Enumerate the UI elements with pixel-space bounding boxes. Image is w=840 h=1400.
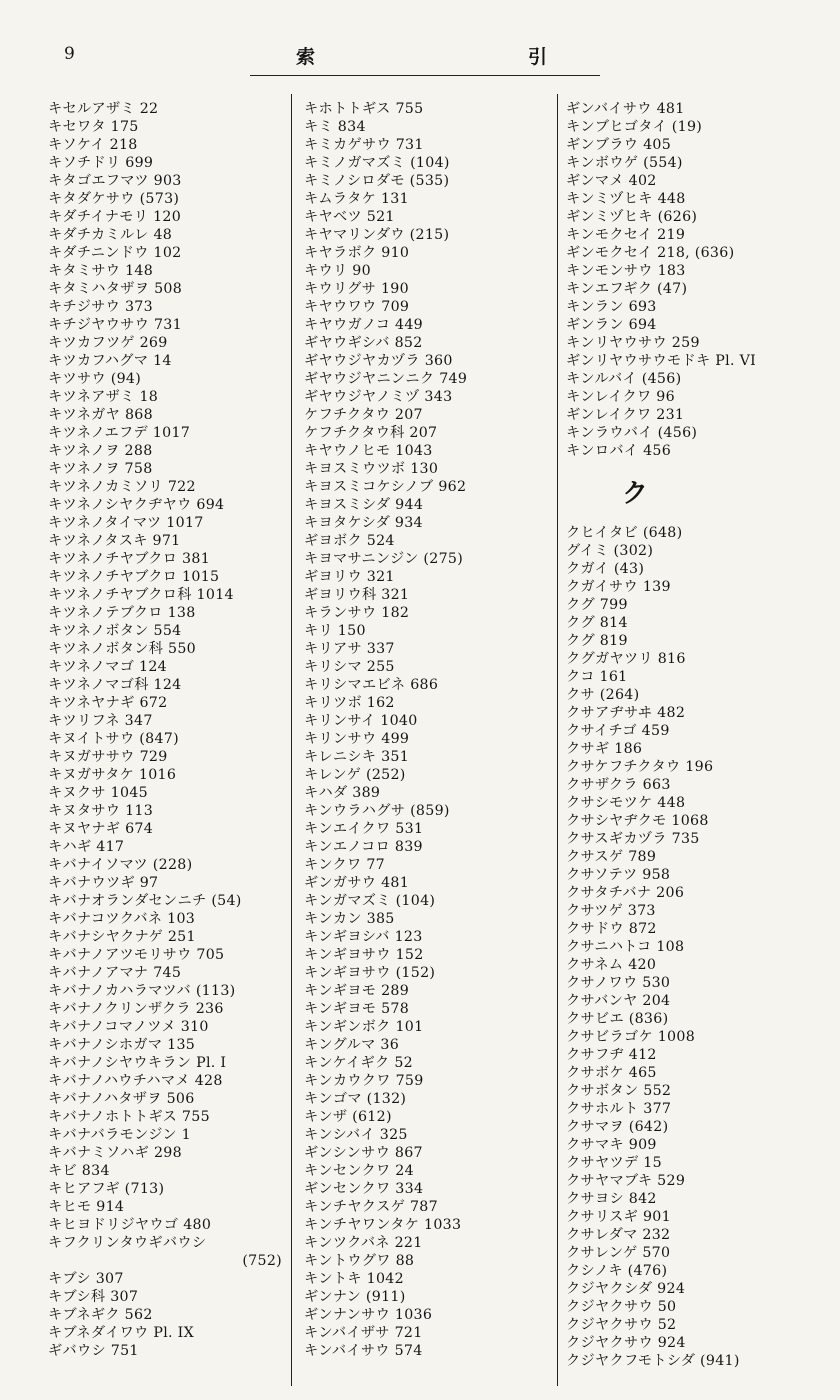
index-entry: キバナノハウチハマメ 428 [48, 1073, 223, 1089]
column-divider [291, 94, 292, 1386]
index-entry: ギンマメ 402 [566, 173, 657, 189]
index-entry: キンケイギク 52 [304, 1055, 413, 1071]
page-title-left: 索 [296, 46, 316, 68]
index-entry: キバナノアマナ 745 [48, 965, 182, 981]
index-entry: ギヤウジヤニンニク 749 [304, 371, 468, 387]
index-entry: キハダ 389 [304, 785, 381, 801]
index-entry: キブシ科 307 [48, 1289, 139, 1305]
index-entry: キツネノヲ 758 [48, 461, 153, 477]
index-entry: クサフヂ 412 [566, 1047, 657, 1063]
index-entry: クジヤクサウ 50 [566, 1299, 677, 1315]
index-entry: キヨスミウツボ 130 [304, 461, 439, 477]
index-entry: キミ 834 [304, 119, 366, 135]
index-entry: キツリフネ 347 [48, 713, 153, 729]
index-entry: クサヤマブキ 529 [566, 1173, 686, 1189]
index-entry: ギヨリウ科 321 [304, 587, 410, 603]
index-entry: キンギヨモ 289 [304, 983, 410, 999]
index-entry: キリシマ 255 [304, 659, 395, 675]
index-entry: キタミハタザヲ 508 [48, 281, 183, 297]
index-entry: クサ (264) [566, 687, 640, 703]
index-entry: キタミサウ 148 [48, 263, 154, 279]
index-entry: キンギヨシバ 123 [304, 929, 423, 945]
index-entry: キヤマリンダウ (215) [304, 227, 450, 243]
index-entry: キバナノシホガマ 135 [48, 1037, 196, 1053]
index-entry: ギンブラウ 405 [566, 137, 672, 153]
index-entry: キヌガサタケ 1016 [48, 767, 177, 783]
index-entry: クサドウ 872 [566, 921, 657, 937]
index-entry: キバナバラモンジン 1 [48, 1127, 191, 1143]
index-entry: キバナノハタザヲ 506 [48, 1091, 195, 1107]
index-entry: キンリヤウサウ 259 [566, 335, 700, 351]
index-entry: キンチヤワンタケ 1033 [304, 1217, 462, 1233]
index-entry: クガイサウ 139 [566, 579, 671, 595]
index-entry: ギンミヅヒキ (626) [566, 209, 698, 225]
index-entry: クジヤクフモトシダ (941) [566, 1353, 740, 1369]
index-entry: キンギンボク 101 [304, 1019, 424, 1035]
index-entry: キントウグワ 88 [304, 1253, 415, 1269]
index-entry: クサマヲ (642) [566, 1119, 669, 1135]
index-entry: キントキ 1042 [304, 1271, 404, 1287]
index-entry: キツネノボタン科 550 [48, 641, 196, 657]
index-entry: キツネノボタン 554 [48, 623, 182, 639]
index-entry: キングルマ 36 [304, 1037, 400, 1053]
index-entry: キヌクサ 1045 [48, 785, 148, 801]
index-entry: キホトトギス 755 [304, 101, 424, 117]
index-entry: ギンレイクワ 231 [566, 407, 685, 423]
index-entry: クサレダマ 232 [566, 1227, 671, 1243]
index-entry: ギンガサウ 481 [304, 875, 410, 891]
index-list [304, 100, 550, 1360]
index-entry: キビ 834 [48, 1163, 110, 1179]
index-entry: キリアサ 337 [304, 641, 395, 657]
index-entry: キツサウ (94) [48, 371, 142, 387]
index-entry: クサリスギ 901 [566, 1209, 671, 1225]
index-entry: キヤラボク 910 [304, 245, 410, 261]
index-entry: ギンシンサウ 867 [304, 1145, 423, 1161]
index-entry: キンボウゲ (554) [566, 155, 683, 171]
index-entry: キムラタケ 131 [304, 191, 409, 207]
index-entry: ギヤウギシバ 852 [304, 335, 423, 351]
index-entry: キヌイトサウ (847) [48, 731, 179, 747]
index-entry: クグ 814 [566, 615, 628, 631]
index-entry: キツネノヲ 288 [48, 443, 153, 459]
index-column-1 [48, 100, 284, 1360]
index-entry: キツネノマゴ 124 [48, 659, 168, 675]
index-entry: キツネヤナギ 672 [48, 695, 168, 711]
index-entry: クサビエ (836) [566, 1011, 669, 1027]
index-entry: クサネム 420 [566, 957, 657, 973]
index-entry: キンクワ 77 [304, 857, 385, 873]
index-entry: キレニシキ 351 [304, 749, 410, 765]
index-entry: クサスギカヅラ 735 [566, 831, 700, 847]
index-entry: キンツクバネ 221 [304, 1235, 423, 1251]
index-entry: キンセンクワ 24 [304, 1163, 414, 1179]
index-entry: キンレイクワ 96 [566, 389, 675, 405]
index-entry: キツカフツゲ 269 [48, 335, 168, 351]
index-entry: キリツボ 162 [304, 695, 395, 711]
index-entry: キウリグサ 190 [304, 281, 409, 297]
index-entry: キチジヤウサウ 731 [48, 317, 182, 333]
index-entry: キツカフハグマ 14 [48, 353, 172, 369]
index-entry: キブネダイワウ Pl. IX [48, 1325, 194, 1341]
index-entry: キミノガマズミ (104) [304, 155, 450, 171]
index-entry: クシノキ (476) [566, 1263, 668, 1279]
index-entry: キンシバイ 325 [304, 1127, 408, 1143]
index-entry: キンロバイ 456 [566, 443, 672, 459]
index-list [566, 100, 834, 460]
index-entry: キンカン 385 [304, 911, 395, 927]
index-entry: キフクリンタウギバウシ [48, 1235, 207, 1251]
index-entry: キハギ 417 [48, 839, 125, 855]
index-entry: キンカウクワ 759 [304, 1073, 424, 1089]
index-entry: ギンリヤウサウモドキ Pl. VI [566, 353, 757, 369]
index-entry: キダチカミルレ 48 [48, 227, 173, 243]
index-entry: キタゴエフマツ 903 [48, 173, 182, 189]
index-entry: キヨマサニンジン (275) [304, 551, 464, 567]
index-entry: キンルバイ (456) [566, 371, 682, 387]
index-entry: クサビラゴケ 1008 [566, 1029, 696, 1045]
index-entry: キソケイ 218 [48, 137, 138, 153]
index-entry: キバナノコマノツメ 310 [48, 1019, 209, 1035]
index-entry: キタダケサウ (573) [48, 191, 180, 207]
index-entry: キセルアザミ 22 [48, 101, 159, 117]
index-entry: クサヤツデ 15 [566, 1155, 662, 1171]
index-entry: キダチイナモリ 120 [48, 209, 182, 225]
index-entry: (752) [242, 1253, 282, 1269]
section-heading: ク [622, 479, 649, 509]
index-entry: クサスゲ 789 [566, 849, 657, 865]
index-entry: キミカゲサウ 731 [304, 137, 424, 153]
index-entry: キヤウガノコ 449 [304, 317, 424, 333]
index-entry: キチジサウ 373 [48, 299, 153, 315]
index-entry: クサシモツケ 448 [566, 795, 686, 811]
index-entry: キヒモ 914 [48, 1199, 125, 1215]
index-entry: クサソテツ 958 [566, 867, 671, 883]
index-entry: クグガヤツリ 816 [566, 651, 686, 667]
index-entry: ケフチクタウ 207 [304, 407, 423, 423]
index-column-2 [304, 100, 550, 1360]
index-entry: キンウラハグサ (859) [304, 803, 450, 819]
index-entry: キヨスミシダ 944 [304, 497, 424, 513]
index-entry: キンモンサウ 183 [566, 263, 686, 279]
index-entry: キヒヨドリジヤウゴ 480 [48, 1217, 212, 1233]
page-title-right: 引 [528, 46, 548, 68]
index-entry: ギンナンサウ 1036 [304, 1307, 433, 1323]
index-entry: キンモクセイ 219 [566, 227, 686, 243]
index-entry: クサケフチクタウ 196 [566, 759, 714, 775]
index-entry: キバナウツギ 97 [48, 875, 159, 891]
index-entry: キンチヤクスゲ 787 [304, 1199, 438, 1215]
index-entry: ギバウシ 751 [48, 1343, 139, 1359]
index-entry: ギンナン (911) [304, 1289, 406, 1305]
index-entry: クサザクラ 663 [566, 777, 671, 793]
header-rule [250, 75, 600, 76]
index-entry: キンザ (612) [304, 1109, 392, 1125]
index-entry: キンエノコロ 839 [304, 839, 423, 855]
index-entry: クガイ (43) [566, 561, 645, 577]
index-entry: クサヨシ 842 [566, 1191, 657, 1207]
index-entry: キツネノテブクロ 138 [48, 605, 196, 621]
index-entry: クサタチバナ 206 [566, 885, 685, 901]
index-entry: キソチドリ 699 [48, 155, 154, 171]
index-entry: クサイチゴ 459 [566, 723, 670, 739]
index-entry: キヌタサウ 113 [48, 803, 154, 819]
index-entry: キヨスミコケシノブ 962 [304, 479, 467, 495]
index-entry: キバナミソハギ 298 [48, 1145, 182, 1161]
index-entry: クサボタン 552 [566, 1083, 672, 1099]
index-entry: キリンサイ 1040 [304, 713, 418, 729]
index-entry: キヤウワウ 709 [304, 299, 410, 315]
index-entry: クサシヤヂクモ 1068 [566, 813, 709, 829]
index-entry: キンバイザサ 721 [304, 1325, 423, 1341]
index-list [566, 524, 834, 1370]
index-entry: キヒアフギ (713) [48, 1181, 165, 1197]
index-entry: キツネノチヤブクロ 1015 [48, 569, 220, 585]
index-entry: クサツゲ 373 [566, 903, 656, 919]
index-entry: キヌヤナギ 674 [48, 821, 154, 837]
index-entry: キバナノカハラマツバ (113) [48, 983, 236, 999]
index-entry: キンブヒゴタイ (19) [566, 119, 703, 135]
index-entry: ギヤウジヤカヅラ 360 [304, 353, 453, 369]
index-entry: キツネノタイマツ 1017 [48, 515, 204, 531]
index-entry: キンラン 693 [566, 299, 657, 315]
index-entry: キンギヨサウ (152) [304, 965, 436, 981]
page-number: 9 [64, 44, 75, 64]
index-entry: キバナノクリンザクラ 236 [48, 1001, 224, 1017]
index-entry: キヤベツ 521 [304, 209, 395, 225]
index-entry: キレンゲ (252) [304, 767, 406, 783]
index-entry: キダチニンドウ 102 [48, 245, 182, 261]
index-entry: キツネガヤ 868 [48, 407, 153, 423]
index-entry: クサギ 186 [566, 741, 643, 757]
index-entry: キンゴマ (132) [304, 1091, 407, 1107]
index-entry: キバナイソマツ (228) [48, 857, 193, 873]
index-entry: キヌガササウ 729 [48, 749, 168, 765]
index-entry: クグ 819 [566, 633, 628, 649]
index-entry: ギンセンクワ 334 [304, 1181, 424, 1197]
index-entry: キツネノエフデ 1017 [48, 425, 191, 441]
index-entry: キツネノチヤブクロ科 1014 [48, 587, 234, 603]
index-entry: グイミ (302) [566, 543, 654, 559]
index-entry: キヤウノヒモ 1043 [304, 443, 433, 459]
index-entry: キンエフギク (47) [566, 281, 688, 297]
index-entry: キツネアザミ 18 [48, 389, 159, 405]
index-entry: キンギヨモ 578 [304, 1001, 410, 1017]
index-entry: キセワタ 175 [48, 119, 139, 135]
index-entry: キンエイクワ 531 [304, 821, 424, 837]
index-entry: ギンモクセイ 218, (636) [566, 245, 735, 261]
index-entry: キツネノチヤブクロ 381 [48, 551, 211, 567]
index-entry: キランサウ 182 [304, 605, 410, 621]
index-entry: キツネノカミソリ 722 [48, 479, 196, 495]
index-entry: ギヤウジヤノミヅ 343 [304, 389, 453, 405]
index-entry: クサホルト 377 [566, 1101, 672, 1117]
index-entry: キリシマエビネ 686 [304, 677, 439, 693]
index-entry: クジヤクサウ 52 [566, 1317, 677, 1333]
index-entry: キバナシヤクナゲ 251 [48, 929, 196, 945]
index-entry: キンバイサウ 574 [304, 1343, 423, 1359]
index-entry: クグ 799 [566, 597, 628, 613]
index-entry: クサノワウ 530 [566, 975, 671, 991]
index-entry: クサアヂサヰ 482 [566, 705, 686, 721]
index-entry: キバナコツクバネ 103 [48, 911, 196, 927]
index-entry: ギンラン 694 [566, 317, 657, 333]
column-divider [557, 94, 558, 1386]
index-entry: キウリ 90 [304, 263, 371, 279]
index-list [48, 100, 284, 1360]
index-entry: クコ 161 [566, 669, 628, 685]
index-entry: ケフチクタウ科 207 [304, 425, 438, 441]
index-entry: キブシ 307 [48, 1271, 124, 1287]
index-entry: クサレンゲ 570 [566, 1245, 671, 1261]
index-entry: キバナノシヤウキラン Pl. I [48, 1055, 227, 1071]
index-entry: クヒイタビ (648) [566, 525, 683, 541]
index-entry: ギンバイサウ 481 [566, 101, 685, 117]
index-entry: クサボケ 465 [566, 1065, 657, 1081]
index-entry: キリ 150 [304, 623, 366, 639]
index-entry: ギヨリウ 321 [304, 569, 395, 585]
index-entry: キバナノアツモリサウ 705 [48, 947, 225, 963]
index-entry: キヨタケシダ 934 [304, 515, 423, 531]
index-entry: クジヤクサウ 924 [566, 1335, 686, 1351]
index-entry: キンミヅヒキ 448 [566, 191, 686, 207]
index-entry: クサニハトコ 108 [566, 939, 685, 955]
index-entry: キバナオランダセンニチ (54) [48, 893, 242, 909]
index-entry: クジヤクシダ 924 [566, 1281, 686, 1297]
index-entry: キンラウバイ (456) [566, 425, 698, 441]
index-entry: クサマキ 909 [566, 1137, 657, 1153]
index-column-3 [566, 100, 834, 1370]
index-entry: キミノシロダモ (535) [304, 173, 450, 189]
index-entry: キンガマズミ (104) [304, 893, 436, 909]
index-entry: ギヨボク 524 [304, 533, 395, 549]
index-entry: キツネノシヤクヂヤウ 694 [48, 497, 225, 513]
index-entry: キツネノタスキ 971 [48, 533, 181, 549]
index-entry: キバナノホトトギス 755 [48, 1109, 210, 1125]
index-entry: クサバンヤ 204 [566, 993, 671, 1009]
index-entry: キツネノマゴ科 124 [48, 677, 182, 693]
index-entry: キンギヨサウ 152 [304, 947, 424, 963]
index-entry: キリンサウ 499 [304, 731, 410, 747]
index-entry: キブネギク 562 [48, 1307, 153, 1323]
